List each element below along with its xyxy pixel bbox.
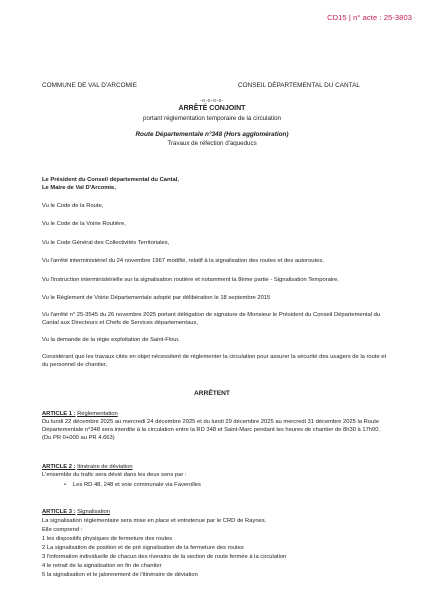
article-3-item: 3 l'information individuelle de chacun des riverains de la section de route fermée à la circulation	[42, 554, 287, 560]
commune-header: COMMUNE DE VAL D'ARCOMIE	[42, 82, 137, 89]
vu-instruction: Vu l'instruction interministérielle sur la signalisation routière et notamment la 8ème partie - Signalisation Temporaire,	[42, 277, 339, 283]
article-1-text: Du lundi 22 décembre 2025 au mercredi 24 décembre 2025 et du lundi 29 décembre 2025 au mercredi 31 décembre 2025 la Route Départementale n°348 sera interdite à la circulation entre la RD 348 et Saint-Marc pendant les heures de chantier de 8h30 à 17h00. (Du PR 0+000 au PR 4.663)	[42, 419, 381, 441]
vu-demande-regie: Vu la demande de la régie exploitation de Saint-Flour,	[42, 337, 180, 343]
act-number-stamp: CD15 | n° acte : 25-3803	[327, 13, 412, 22]
article-2-heading	[42, 463, 387, 471]
vu-reglement-voirie: Vu le Règlement de Voirie Départementale adopté par délibération le 18 septembre 2015	[42, 295, 271, 301]
article-2-bullet	[64, 481, 201, 489]
works-description: Travaux de réfection d'aqueducs	[167, 140, 257, 147]
considerant: Considérant que les travaux cités en objet nécessitent de réglementer la circulation pour assurer la sécurité des usagers de la route et du personnel de chantier,	[42, 354, 387, 368]
article-2-intro: L'ensemble du trafic sera dévié dans les deux sens par :	[42, 472, 187, 478]
article-1-subtitle: Réglementation	[77, 411, 118, 417]
article-3-item: 4 le retrait de la signalisation en fin de chantier	[42, 563, 162, 569]
vu-code-voirie: Vu le Code de la Voirie Routière,	[42, 221, 126, 227]
authority-mayor: Le Maire de Val D'Arcomie,	[42, 185, 116, 191]
article-3-subtitle: Signalisation	[77, 509, 110, 515]
bullet-icon: •	[64, 482, 67, 488]
route-title: Route Départementale n°348 (Hors agglomération)	[135, 131, 289, 138]
article-2-subtitle: Itinéraire de déviation	[77, 464, 133, 470]
article-3-item: 1 les dispositifs physiques de fermeture des routes	[42, 536, 173, 542]
article-3-item: 5 la signalisation et le jalonnement de l'itinéraire de déviation	[42, 572, 198, 578]
vu-code-collectivites: Vu le Code Général des Collectivités Territoriales,	[42, 240, 170, 246]
article-2-number: ARTICLE 2 :	[42, 464, 76, 470]
article-1-heading	[42, 410, 387, 418]
article-2-bullet-text: Les RD 48, 248 et voie communale via Faverolles	[73, 482, 201, 488]
article-3-heading	[42, 508, 387, 516]
article-3-comprend: Elle comprend :	[42, 527, 83, 533]
document-title: ARRÊTÉ CONJOINT	[178, 105, 246, 112]
department-header: CONSEIL DÉPARTEMENTAL DU CANTAL	[238, 82, 360, 89]
decorative-separator: -o-o-o-o-	[200, 98, 224, 104]
article-1-number: ARTICLE 1 :	[42, 411, 76, 417]
article-3-item: 2 La signalisation de position et de pré signalisation de la fermeture des routes	[42, 545, 244, 551]
vu-arrete-1967: Vu l'arrêté interministériel du 24 novembre 1967 modifié, relatif à la signalisation des routes et des autoroutes,	[42, 258, 324, 264]
vu-code-route: Vu le Code de la Route,	[42, 203, 104, 209]
document-subtitle: portant réglementation temporaire de la circulation	[143, 115, 281, 122]
authority-president: Le Président du Conseil départemental du Cantal,	[42, 177, 179, 183]
arretent-heading: ARRÊTENT	[194, 390, 230, 397]
vu-arrete-delegation: Vu l'arrêté n° 25-3545 du 26 novembre 2025 portant délégation de signature de Monsieur le Président du Conseil Départemental du Cantal aux Directeurs et Chefs de Services départementaux,	[42, 312, 381, 326]
article-3-number: ARTICLE 3 :	[42, 509, 76, 515]
article-3-intro: La signalisation réglementaire sera mise en place et entretenue par le CRD de Raynes.	[42, 518, 267, 524]
